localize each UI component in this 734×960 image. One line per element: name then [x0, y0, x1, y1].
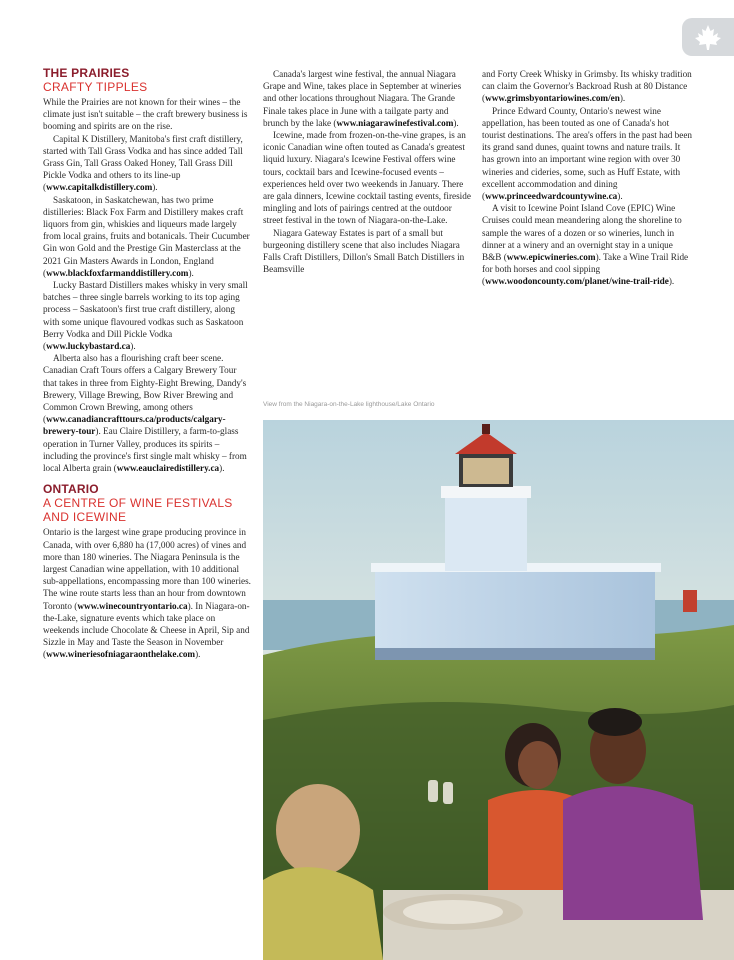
section-title-prairies: THE PRAIRIES — [43, 66, 130, 80]
paragraph: While the Prairies are not known for their wines – the climate just isn't suitable – the craft brewery business is booming and spirits are on the rise. — [43, 97, 248, 132]
paragraph: Icewine, made from frozen-on-the-vine grapes, is an iconic Canadian wine often touted as Canada's greatest liquid luxury. Niagara's Icewine Festival offers wine tours, cocktail bars and Icewine-focused events – experiences held over two weekends in January. There are gala dinners, Icewine cocktail tasting events, fireside mingling and lots of pairings centred at the outdoor street festival in the town of Niagara-on-the-Lake. — [263, 130, 471, 226]
section-subtitle-ontario: A CENTRE OF WINE FESTIVALS AND ICEWINE — [43, 496, 233, 525]
paragraph: and Forty Creek Whisky in Grimsby. Its whisky tradition can claim the Governor's Backroad Rush at 80 Distance (www.grimsbyontariowines.com/en). — [482, 69, 692, 104]
section-subtitle-prairies: CRAFTY TIPPLES — [43, 80, 148, 94]
link[interactable]: www.epicwineries.com — [506, 252, 596, 263]
paragraph: Niagara Gateway Estates is part of a small but burgeoning distillery scene that also includes Niagara Falls Craft Distillers, Dillon's Small Batch Distillers in Beamsville — [263, 227, 465, 275]
paragraph: Saskatoon, in Saskatchewan, has two prime distilleries: Black Fox Farm and Distillery makes craft liquors from gin, whiskies and liqueurs made largely from local grains, fruits and botanicals. Their Cucumber Gin won Gold and the Prestige Gin Masterclass at the 2021 Gin Masters Awards in London, England (www.blackfoxfarmanddistillery.com). — [43, 194, 250, 278]
lighthouse-photo — [263, 420, 734, 960]
link[interactable]: www.winecountryontario.ca — [77, 600, 188, 611]
link[interactable]: www.eauclairedistillery.ca — [116, 463, 220, 474]
section-title-ontario: ONTARIO — [43, 482, 99, 497]
paragraph: Capital K Distillery, Manitoba's first craft distillery, started with Tall Grass Vodka and has since added Tall Grass Gin, Tall Grass Oaked Honey, Tall Grass Dill Pickle Vodka and others to its line-up (www.capitalkdistillery.com). — [43, 133, 243, 193]
photo-caption: View from the Niagara-on-the-Lake lighthouse/Lake Ontario — [263, 401, 435, 408]
column-left — [43, 66, 252, 661]
column-right — [482, 68, 694, 288]
link[interactable]: www.woodoncounty.com/planet/wine-trail-ride — [485, 276, 669, 287]
link[interactable]: www.wineriesofniagaraonthelake.com — [46, 649, 196, 660]
link[interactable]: www.luckybastard.ca — [46, 341, 131, 352]
maple-leaf-icon — [682, 18, 734, 56]
link[interactable]: www.niagarawinefestival.com — [336, 117, 454, 128]
paragraph: Prince Edward County, Ontario's newest wine appellation, has been touted as one of Canada's hot tourist destinations. The area's offers in the past had been its grand sand dunes, quaint towns and nature trails. It has grown into an important wine region with over 30 wineries and cideries, some, such as Huff Estate, with excellent accommodation and dining (www.princeedwardcountywine.ca). — [482, 105, 693, 202]
paragraph: Ontario is the largest wine grape producing province in Canada, with over 6,880 ha (17,000 acres) of vines and more than 180 wineries. The Niagara Peninsula is the largest Canadian wine appellation, with 10 additional sub-appellations, encompassing more than 100 wineries. The wine route starts less than an hour from downtown Toronto (www.winecountryontario.ca). In Niagara-on-the-Lake, signature events which take place on weekends include Chocolate & Cheese in April, Sip and Sizzle in May and Taste the Season in November (www.wineriesofniagaraonthelake.com). — [43, 527, 251, 660]
paragraph: Lucky Bastard Distillers makes whisky in very small batches – three single barrels working to its top aging process – Saskatoon's first true craft distillery, along with some unique flavoured vodkas such as Saskatoon Berry Vodka and Dill Pickle Vodka (www.luckybastard.ca). — [43, 280, 248, 352]
paragraph: Canada's largest wine festival, the annual Niagara Grape and Wine, takes place in September at wineries and other locations throughout Niagara. The Grande Finale takes place in June with a tailgate party and brunch by the lake (www.niagarawinefestival.com). — [263, 69, 462, 128]
link[interactable]: www.blackfoxfarmanddistillery.com — [46, 267, 189, 278]
paragraph: A visit to Icewine Point Island Cove (EPIC) Wine Cruises could mean meandering along the shoreline to sample the wares of a dozen or so wineries, lunch in dinner at a winery and an overnight stay in a unique B&B (www.epicwineries.com). Take a Wine Trail Ride for both horses and cool sipping (www.woodoncounty.com/planet/wine-trail-ride). — [482, 203, 689, 287]
paragraph: Alberta also has a flourishing craft beer scene. Canadian Craft Tours offers a Calgary Brewery Tour that takes in three from Eighty-Eight Brewing, Dandy's Brewery, Village Brewing, Bow River Brewing and Common Crown Brewing, among others (www.canadiancrafttours.ca/products/calgary-brewery-tour). Eau Claire Distillery, a farm-to-glass operation in Turner Valley, produces its spirits – including the province's first single malt whisky – from local Alberta grain (www.eauclairedistillery.ca). — [43, 353, 247, 474]
link[interactable]: www.capitalkdistillery.com — [46, 182, 153, 193]
column-middle — [263, 68, 471, 275]
link[interactable]: www.princeedwardcountywine.ca — [485, 191, 618, 202]
link[interactable]: www.canadiancrafttours.ca/products/calgary-brewery-tour — [43, 414, 226, 437]
corner-tab — [682, 18, 734, 56]
link[interactable]: www.grimsbyontariowines.com/en — [485, 93, 620, 104]
